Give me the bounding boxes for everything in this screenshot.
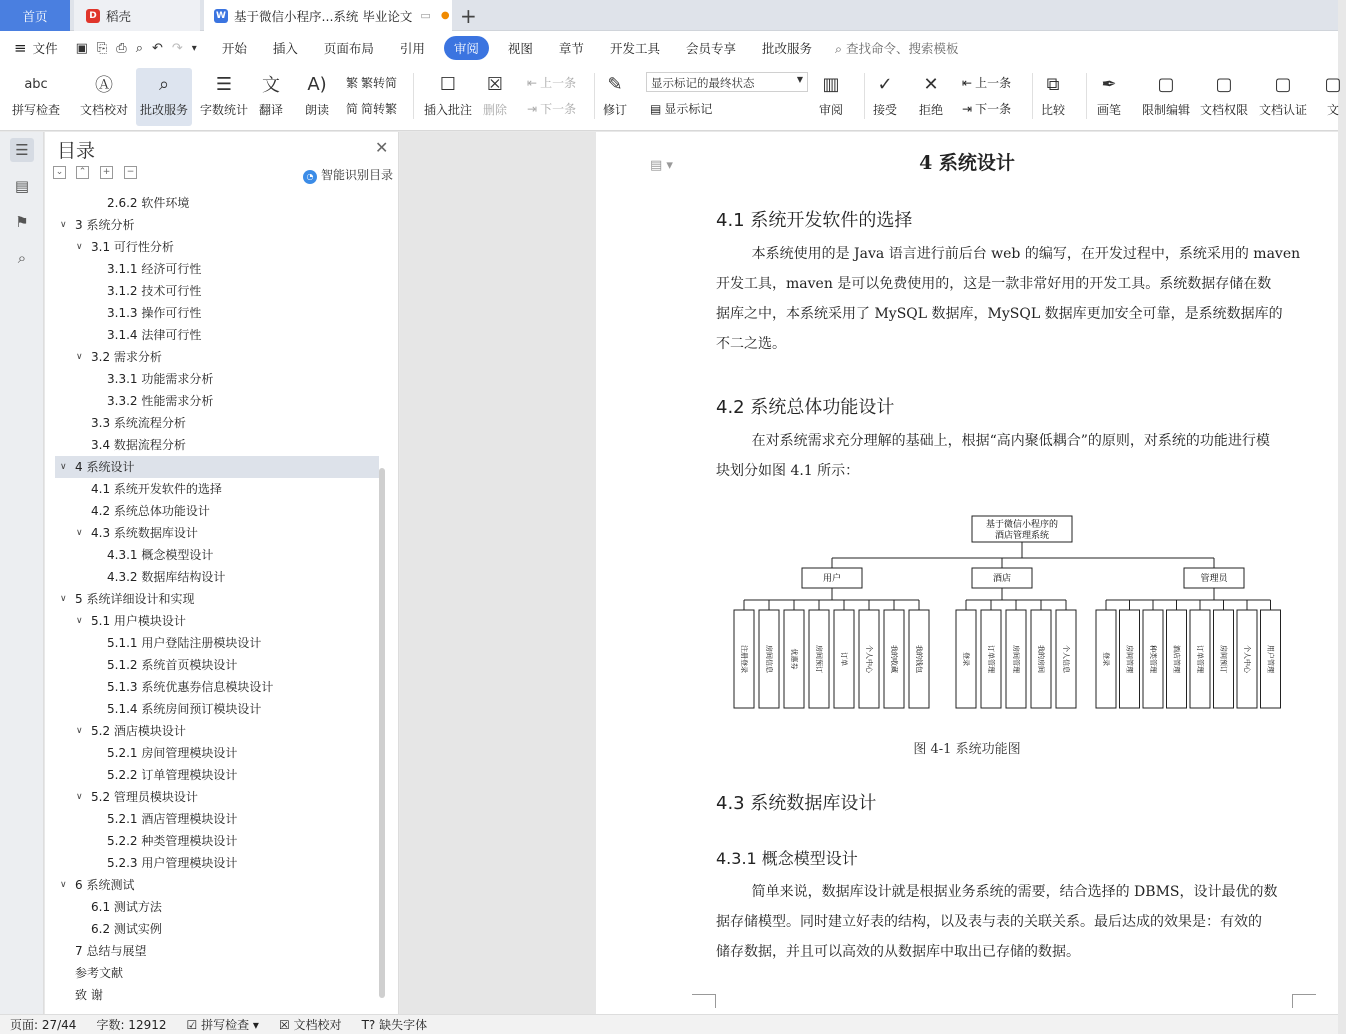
export-pdf-icon[interactable]: ⎘ (96, 40, 108, 56)
doc-certify-button[interactable] (1259, 71, 1307, 118)
word-count-icon: ☰ (215, 73, 233, 95)
show-markup-label: 显示标记 (664, 102, 713, 116)
toc-item-label: 3.1.1 经济可行性 (107, 262, 202, 276)
print-icon[interactable]: ⎙ (116, 40, 127, 56)
divider (1086, 73, 1087, 119)
next-change-button[interactable] (962, 100, 1011, 117)
toc-list (55, 192, 379, 1004)
chevron-down-icon[interactable]: ∨ (76, 352, 83, 362)
chevron-down-icon: ▼ (796, 75, 803, 84)
leaf-node-label: 个人信息 (1062, 645, 1070, 673)
toc-item-label: 4 系统设计 (75, 460, 135, 474)
text-line: 储存数据，并且可以高效的从数据库中取出已存储的数据。 (716, 944, 1080, 960)
accept-button[interactable] (872, 71, 898, 118)
read-aloud-label: 朗读 (304, 103, 329, 117)
toc-item-label: 3.1.2 技术可行性 (107, 284, 202, 298)
section-4-3-1-heading: 4.3.1 概念模型设计 (716, 849, 858, 868)
nav-strip (0, 132, 44, 1014)
toc-item-label: 3.3.1 功能需求分析 (107, 372, 214, 386)
markup-state-select[interactable] (646, 72, 808, 92)
prev-comment-button[interactable] (527, 74, 576, 91)
prev-change-button[interactable] (962, 74, 1011, 91)
tab-daoke[interactable] (74, 0, 200, 31)
menu-member[interactable]: 会员专享 (685, 41, 736, 56)
toc-item-label: 3.1.3 操作可行性 (107, 306, 202, 320)
spell-check-status-label: 拼写检查 (201, 1018, 250, 1032)
toc-item[interactable] (55, 368, 379, 390)
trad-simp-icon: 繁 (346, 76, 359, 90)
toc-item[interactable] (55, 742, 379, 764)
toc-item[interactable] (55, 456, 379, 478)
doc-permission-button[interactable] (1200, 71, 1248, 118)
print-preview-icon[interactable]: ⌕ (135, 40, 143, 56)
spell-check-button[interactable] (12, 71, 60, 118)
compare-label: 比较 (1040, 103, 1065, 117)
font-icon: T? (361, 1018, 376, 1032)
toc-item-label: 5.1.1 用户登陆注册模块设计 (107, 636, 262, 650)
hamburger-icon: ≡ (14, 39, 27, 57)
next-change-icon: ⇥ (962, 101, 973, 116)
translate-button[interactable] (258, 71, 284, 118)
leaf-node-label: 我的收藏 (890, 645, 898, 673)
toc-item-label: 3.2 需求分析 (91, 350, 162, 364)
leaf-node-label: 订单 (840, 652, 848, 666)
file-menu[interactable] (0, 39, 62, 57)
toc-panel (45, 132, 399, 1014)
chapter-nav-icon[interactable]: ▤ (14, 177, 30, 195)
toc-item[interactable] (55, 302, 379, 324)
menu-insert[interactable]: 插入 (272, 41, 298, 56)
prev-change-label: 上一条 (975, 76, 1012, 90)
toc-item-label: 5.2.2 种类管理模块设计 (107, 834, 238, 848)
toc-item-label: 5.1 用户模块设计 (91, 614, 186, 628)
toc-item[interactable] (55, 434, 379, 456)
tab-home[interactable]: 首页 (0, 0, 70, 31)
doc-certify-icon: ▢ (1274, 73, 1292, 95)
toc-item-label: 4.3 系统数据库设计 (91, 526, 198, 540)
toc-item-label: 3 系统分析 (75, 218, 135, 232)
divider (864, 73, 865, 119)
chevron-down-icon[interactable]: ∨ (76, 242, 83, 252)
prev-comment-label: 上一条 (540, 76, 577, 90)
leaf-node-label: 房间管理 (1012, 645, 1020, 673)
menu-view[interactable]: 视图 (507, 41, 533, 56)
trad-to-simp-button[interactable] (346, 74, 397, 91)
next-change-label: 下一条 (975, 102, 1012, 116)
menu-tabs (209, 36, 825, 60)
chevron-down-icon[interactable]: ∨ (76, 792, 83, 802)
close-icon[interactable]: ✕ (375, 138, 389, 157)
leaf-node-label: 酒店管理 (1172, 645, 1181, 673)
toc-scrollbar[interactable] (379, 468, 385, 998)
more-ribbon-button[interactable] (1320, 71, 1346, 118)
next-comment-button[interactable] (527, 100, 576, 117)
simp-to-trad-button[interactable] (346, 100, 397, 117)
toc-item[interactable] (55, 676, 379, 698)
toc-item[interactable] (55, 808, 379, 830)
search-icon: ⌕ (834, 41, 842, 56)
markup-state-value: 显示标记的最终状态 (651, 76, 755, 90)
menu-start[interactable]: 开始 (221, 41, 247, 56)
correction-label: 批改服务 (140, 103, 189, 117)
ai-icon: ◔ (303, 170, 317, 184)
toc-item-label: 6 系统测试 (75, 878, 135, 892)
translate-label: 翻译 (258, 103, 283, 117)
toc-title: 目录 (57, 140, 96, 162)
track-changes-label: 修订 (602, 103, 627, 117)
undo-icon[interactable]: ↶ (151, 40, 163, 56)
toc-item-label: 3.1 可行性分析 (91, 240, 174, 254)
divider (413, 73, 414, 119)
toc-item[interactable] (55, 764, 379, 786)
comment-add-icon: ☐ (439, 73, 457, 95)
chevron-down-icon[interactable]: ∨ (60, 880, 67, 890)
unsaved-dot-icon: ● (440, 10, 450, 21)
section-4-3-1-paragraph (716, 877, 1291, 967)
chevron-down-icon[interactable]: ∨ (60, 462, 67, 472)
leaf-node-label: 我的房间 (1037, 645, 1045, 673)
track-changes-icon: ✎ (607, 73, 623, 95)
toc-item[interactable] (55, 984, 379, 1006)
branch-node-label: 用户 (822, 574, 842, 584)
read-aloud-button[interactable] (304, 71, 330, 118)
reject-icon: ✕ (923, 73, 939, 95)
command-search[interactable] (835, 39, 959, 57)
divider (594, 73, 595, 119)
toc-item[interactable] (55, 588, 379, 610)
leaf-node-label: 房间信息 (765, 645, 773, 673)
toc-item-label: 3.3.2 性能需求分析 (107, 394, 214, 408)
toc-item-label: 5 系统详细设计和实现 (75, 592, 195, 606)
track-changes-button[interactable] (602, 71, 628, 118)
toc-item[interactable] (55, 192, 379, 214)
customize-icon[interactable]: ▾ (191, 42, 197, 54)
review-pane-button[interactable] (818, 71, 844, 118)
tab-document-label: 基于微信小程序...系统 毕业论文 (234, 8, 413, 24)
more-label: 文 (1326, 103, 1339, 117)
menu-section[interactable]: 章节 (558, 41, 584, 56)
leaf-node-label: 用户管理 (1266, 645, 1275, 673)
branch-node-label: 酒店 (992, 574, 1012, 584)
toc-item-label: 5.2.1 房间管理模块设计 (107, 746, 238, 760)
branch-node-label: 管理员 (1200, 574, 1228, 584)
add-heading-icon[interactable]: + (100, 166, 113, 179)
quick-access-toolbar (62, 41, 209, 56)
tab-daoke-label: 稻壳 (106, 8, 132, 24)
leaf-node-label: 房间预订 (815, 645, 823, 673)
leaf-node-label: 房间预订 (1219, 645, 1228, 673)
leaf-node-label: 个人中心 (865, 645, 873, 673)
leaf-node-label: 个人中心 (1243, 645, 1251, 673)
leaf-node-label: 登录 (1102, 652, 1110, 666)
leaf-node-label: 订单管理 (987, 645, 995, 673)
pen-label: 画笔 (1096, 103, 1121, 117)
correction-service-button[interactable] (136, 68, 192, 126)
chevron-down-icon[interactable]: ∨ (60, 220, 67, 230)
accept-icon: ✓ (877, 73, 893, 95)
section-4-2-paragraph (716, 426, 1291, 486)
page-menu-icon[interactable]: ▤ ▾ (650, 158, 673, 173)
word-count-button[interactable] (200, 71, 248, 118)
root-node-label: 基于微信小程序的 (985, 520, 1059, 530)
doc-permission-label: 文档权限 (1200, 103, 1249, 117)
insert-comment-button[interactable] (424, 71, 472, 118)
toc-item-label: 7 总结与展望 (75, 944, 147, 958)
word-count-indicator[interactable]: 字数: 12912 (96, 1018, 167, 1032)
new-tab-button[interactable]: + (460, 4, 477, 28)
proofread-status[interactable] (269, 1016, 352, 1033)
pen-button[interactable] (1096, 71, 1122, 118)
writer-doc-icon: W (214, 9, 228, 23)
spell-check-label: 拼写检查 (12, 103, 61, 117)
toc-item[interactable] (55, 214, 379, 236)
text-line: 在对系统需求充分理解的基础上，根据“高内聚低耦合”的原则，对系统的功能进行模 (716, 433, 1270, 449)
tab-document[interactable] (204, 0, 452, 31)
toc-item[interactable] (55, 610, 379, 632)
expand-all-icon[interactable]: ⌄ (53, 166, 66, 179)
section-4-3-heading: 4.3 系统数据库设计 (716, 793, 877, 814)
menu-references[interactable]: 引用 (399, 41, 425, 56)
document-page[interactable] (596, 132, 1338, 1014)
show-markup-icon: ▤ (650, 101, 662, 116)
screen-icon[interactable]: ▭ (420, 9, 431, 22)
doc-permission-icon: ▢ (1215, 73, 1233, 95)
show-markup-button[interactable] (650, 100, 712, 117)
toc-item[interactable] (55, 654, 379, 676)
figure-caption: 图 4-1 系统功能图 (913, 742, 1021, 757)
leaf-node-label: 订单管理 (1196, 645, 1204, 673)
chevron-down-icon[interactable]: ∨ (76, 726, 83, 736)
toc-item[interactable] (55, 918, 379, 940)
toc-panel-icon[interactable]: ☰ (10, 138, 34, 162)
chapter-heading: 4 系统设计 (919, 152, 1015, 174)
title-bar (0, 0, 1338, 31)
restrict-editing-label: 限制编辑 (1142, 103, 1191, 117)
section-4-1-paragraph (716, 239, 1301, 359)
toc-item[interactable] (55, 500, 379, 522)
smart-toc-label: 智能识别目录 (321, 168, 394, 182)
toc-item[interactable] (55, 852, 379, 874)
page-corner-mark (1292, 994, 1316, 1008)
text-line: 开发工具，maven 是可以免费使用的，这是一款非常好用的开发工具。系统数据存储在数 (716, 276, 1272, 292)
divider (1032, 73, 1033, 119)
toc-item[interactable] (55, 280, 379, 302)
menu-correction-service[interactable]: 批改服务 (761, 41, 812, 56)
text-line: 本系统使用的是 Java 语言进行前后台 web 的编写，在开发过程中，系统采用的 maven (716, 246, 1301, 262)
leaf-node-label: 房间管理 (1125, 645, 1134, 673)
toc-item-label: 5.2.1 酒店管理模块设计 (107, 812, 238, 826)
chevron-down-icon[interactable]: ∨ (76, 528, 83, 538)
file-menu-label: 文件 (32, 41, 58, 56)
menu-bar (0, 31, 1338, 65)
toc-item[interactable] (55, 522, 379, 544)
leaf-node-label: 注册登录 (740, 645, 748, 673)
simp-trad-icon: 简 (346, 102, 359, 116)
collapse-all-icon[interactable]: ⌃ (76, 166, 89, 179)
redo-icon[interactable]: ↷ (171, 40, 183, 56)
toc-item-label: 3.1.4 法律可行性 (107, 328, 202, 342)
next-comment-label: 下一条 (540, 102, 577, 116)
text-line: 不二之选。 (716, 336, 786, 352)
accept-label: 接受 (872, 103, 897, 117)
toc-item-label: 2.6.2 软件环境 (107, 196, 190, 210)
toc-item-label: 6.2 测试实例 (91, 922, 162, 936)
trad-to-simp-label: 繁转简 (361, 76, 398, 90)
toc-item[interactable] (55, 566, 379, 588)
delete-comment-button[interactable] (482, 71, 508, 118)
leaf-node-label: 我的钱包 (915, 645, 923, 673)
toc-item[interactable] (55, 786, 379, 808)
pen-icon: ✒ (1101, 73, 1117, 95)
status-bar (0, 1014, 1338, 1034)
delete-comment-label: 删除 (482, 103, 507, 117)
toc-item-label: 6.1 测试方法 (91, 900, 162, 914)
toc-item-label: 3.4 数据流程分析 (91, 438, 186, 452)
simp-to-trad-label: 简转繁 (361, 102, 398, 116)
prev-comment-icon: ⇤ (527, 75, 538, 90)
toc-item[interactable] (55, 258, 379, 280)
chevron-down-icon[interactable]: ∨ (76, 616, 83, 626)
proofread-label: 文档校对 (80, 103, 129, 117)
missing-font-label: 缺失字体 (379, 1018, 428, 1032)
toc-item-label: 5.2 酒店模块设计 (91, 724, 186, 738)
restrict-editing-button[interactable] (1142, 71, 1190, 118)
toc-item[interactable] (55, 346, 379, 368)
toc-item[interactable] (55, 940, 379, 962)
toc-item[interactable] (55, 478, 379, 500)
text-line: 简单来说，数据库设计就是根据业务系统的需要，结合选择的 DBMS，设计最优的数 (716, 884, 1278, 900)
smart-toc-button[interactable] (303, 166, 393, 184)
review-ribbon (0, 65, 1342, 131)
toc-item-label: 5.2.3 用户管理模块设计 (107, 856, 238, 870)
page-corner-mark (692, 994, 716, 1008)
proofread-icon: Ⓐ (95, 75, 113, 96)
root-node-label: 酒店管理系统 (994, 531, 1050, 541)
toc-item-label: 5.2.2 订单管理模块设计 (107, 768, 238, 782)
lock-document-icon: ▢ (1157, 73, 1175, 95)
menu-review[interactable]: 审阅 (444, 36, 489, 60)
toc-item-label: 5.1.4 系统房间预订模块设计 (107, 702, 262, 716)
more-icon: ▢ (1324, 73, 1342, 95)
toc-item-label: 4.2 系统总体功能设计 (91, 504, 210, 518)
section-4-1-heading: 4.1 系统开发软件的选择 (716, 210, 913, 231)
proofread-button[interactable] (80, 71, 128, 118)
text-line: 据存储模型。同时建立好表的结构，以及表与表的关联关系。最后达成的效果是：有效的 (716, 914, 1262, 930)
bookmark-icon[interactable]: ⚑ (15, 213, 29, 231)
text-line: 据库之中，本系统采用了 MySQL 数据库，MySQL 数据库更加安全可靠，是系统数据库的 (716, 306, 1283, 322)
chevron-down-icon[interactable]: ∨ (60, 594, 67, 604)
toc-item[interactable] (55, 962, 379, 984)
text-line: 块划分如图 4.1 所示： (716, 463, 860, 479)
review-pane-label: 审阅 (818, 103, 843, 117)
remove-heading-icon[interactable]: − (124, 166, 137, 179)
menu-developer[interactable]: 开发工具 (609, 41, 660, 56)
read-aloud-icon: A) (307, 73, 327, 95)
prev-change-icon: ⇤ (962, 75, 973, 90)
toc-item[interactable] (55, 390, 379, 412)
toc-item[interactable] (55, 720, 379, 742)
function-diagram (734, 512, 1286, 714)
toc-item-label: 5.2 管理员模块设计 (91, 790, 198, 804)
toc-item-label: 5.1.3 系统优惠券信息模块设计 (107, 680, 274, 694)
proofread-status-label: 文档校对 (293, 1018, 342, 1032)
leaf-node-label: 优惠券 (790, 648, 798, 670)
search-icon[interactable]: ⌕ (17, 249, 27, 267)
compare-button[interactable] (1040, 71, 1066, 118)
spell-check-icon: abc (24, 76, 48, 92)
save-icon[interactable]: ▣ (75, 40, 88, 56)
missing-font-status[interactable] (352, 1016, 438, 1033)
translate-icon: 文 (262, 75, 280, 96)
reject-button[interactable] (918, 71, 944, 118)
toc-item-label: 参考文献 (75, 966, 124, 980)
page-indicator[interactable]: 页面: 27/44 (10, 1018, 77, 1032)
spell-check-status[interactable]: ☑ 拼写检查 ▾ (186, 1018, 259, 1032)
document-area (400, 132, 1338, 1014)
word-count-label: 字数统计 (200, 103, 249, 117)
doc-certify-label: 文档认证 (1259, 103, 1308, 117)
toc-item-label: 5.1.2 系统首页模块设计 (107, 658, 238, 672)
command-search-placeholder: 查找命令、搜索模板 (845, 41, 959, 56)
toc-item[interactable] (55, 324, 379, 346)
toc-item[interactable] (55, 830, 379, 852)
toc-item[interactable] (55, 698, 379, 720)
proofread-status-icon: ☒ (278, 1018, 290, 1032)
reject-label: 拒绝 (918, 103, 943, 117)
review-pane-icon: ▥ (822, 73, 840, 95)
toc-item-label: 4.3.1 概念模型设计 (107, 548, 214, 562)
leaf-node-label: 登录 (962, 652, 970, 666)
toc-item[interactable] (55, 896, 379, 918)
toc-item[interactable] (55, 544, 379, 566)
next-comment-icon: ⇥ (527, 101, 538, 116)
toc-item-label: 4.3.2 数据库结构设计 (107, 570, 226, 584)
menu-page-layout[interactable]: 页面布局 (323, 41, 374, 56)
toc-item-label: 4.1 系统开发软件的选择 (91, 482, 222, 496)
correction-icon: ⌕ (158, 73, 170, 95)
leaf-node-label: 种类管理 (1149, 645, 1157, 673)
comment-delete-icon: ☒ (486, 73, 504, 95)
toc-item[interactable] (55, 412, 379, 434)
toc-item[interactable] (55, 236, 379, 258)
insert-comment-label: 插入批注 (424, 103, 473, 117)
toc-item-label: 3.3 系统流程分析 (91, 416, 186, 430)
toc-item-label: 致 谢 (75, 988, 103, 1002)
compare-icon: ⧉ (1046, 73, 1060, 95)
toc-item[interactable] (55, 874, 379, 896)
section-4-2-heading: 4.2 系统总体功能设计 (716, 397, 895, 418)
daoke-logo-icon: D (86, 9, 100, 23)
toc-item[interactable] (55, 632, 379, 654)
checkbox-icon: ☑ (186, 1018, 198, 1032)
